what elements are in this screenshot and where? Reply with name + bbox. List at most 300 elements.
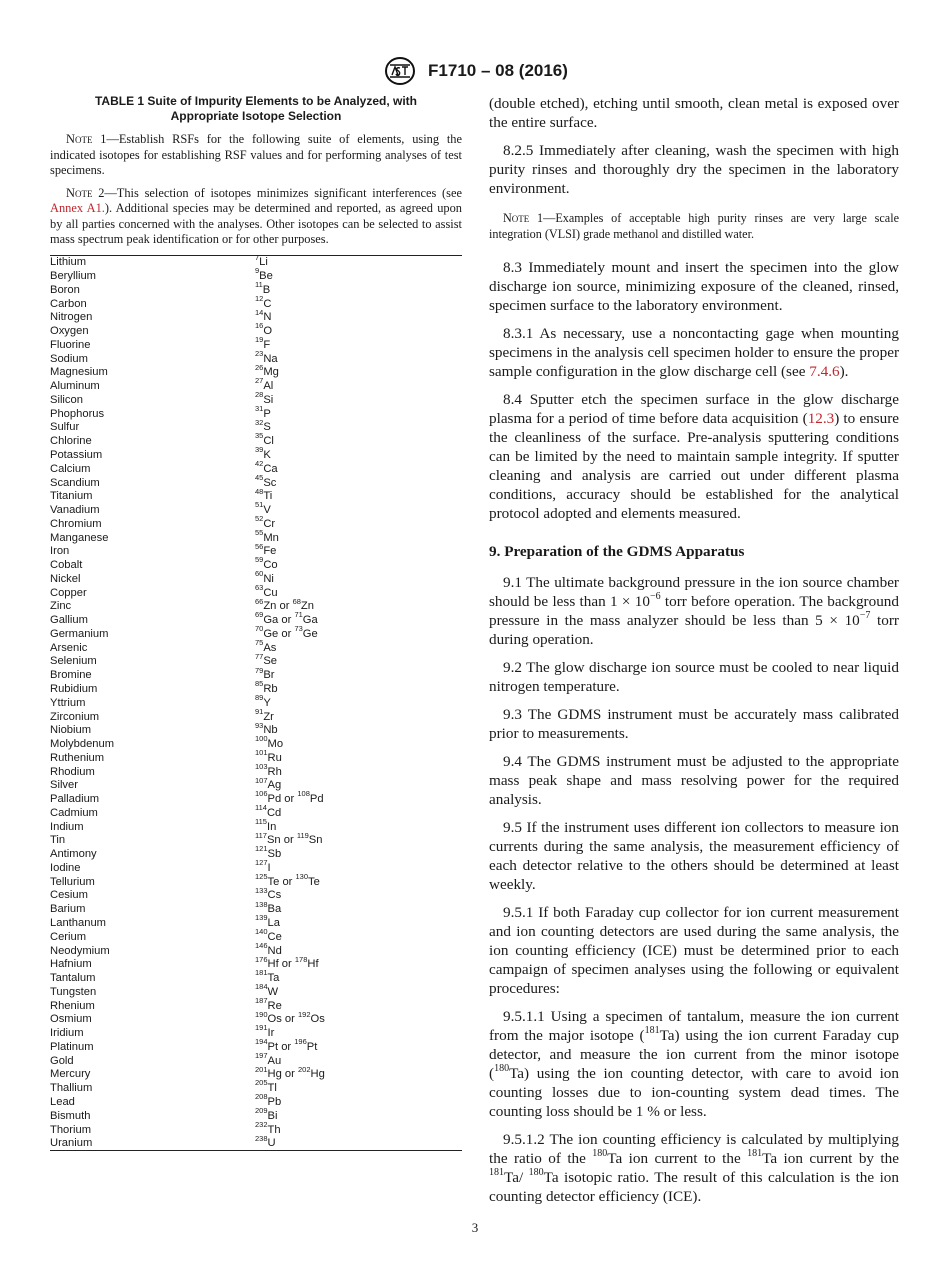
element-name: Tungsten [50,985,97,998]
mass-number: 117 [255,830,267,840]
element-name: Boron [50,283,80,296]
or-word: or [278,1040,295,1053]
paragraph-8-3-1 [489,324,899,381]
element-symbol: La [267,917,280,930]
mass-number: 196 [294,1037,307,1047]
element-symbol: Cd [266,806,282,819]
element-name: Germanium [50,627,109,640]
isotope-cell [255,1064,462,1082]
isotope-cell [255,720,462,738]
annex-link[interactable]: Annex A1. [50,201,105,215]
element-name: Mercury [50,1068,91,1081]
element-name: Scandium [50,476,100,489]
element-name: Cadmium [50,806,98,819]
element-symbol: Th [267,1123,281,1136]
text: Ta ion current to the [607,1150,748,1167]
element-symbol: W [267,985,279,998]
mass-number: 59 [255,555,264,565]
mass-number: 187 [255,995,268,1005]
element-name: Rhodium [50,765,95,778]
isotope-cell [255,637,462,655]
element-name: Thorium [50,1123,92,1136]
element-symbol: B [262,283,271,296]
element-symbol: Sc [263,476,277,489]
note-text: ). Additional species may be determined and reported, as agreed upon by all parties concerned with the analyses. Other isotopes can be selected to assist mass spectrum peak identification or for other purposes. [50,201,462,246]
element-name: Lithium [50,256,87,269]
isotope-cell [255,899,462,916]
isotope-cell [255,858,462,875]
element-symbol: Sb [267,848,282,861]
element-symbol: P [263,407,271,420]
element-symbol: Mn [263,531,279,544]
element-symbol: Ta [267,972,280,985]
mass-number: 35 [255,431,264,441]
page-number: 3 [471,1220,479,1235]
mass-number: 77 [255,651,264,661]
element-name: Niobium [50,724,92,737]
mass-number: 19 [255,335,264,345]
isotope-cell [255,459,462,476]
note-text: —This selection of isotopes minimizes significant interferences (see [104,185,462,200]
mass-number: 27 [255,376,264,386]
mass-number: 208 [255,1092,268,1102]
page-header [0,56,950,86]
element-name: Sulfur [50,421,80,434]
mass-number: 31 [255,403,264,413]
mass-number: 181 [255,968,268,978]
isotope-cell [255,555,462,572]
element-symbol: Pt [267,1040,279,1053]
mass-number: 73 [294,624,303,634]
element-symbol: Se [263,655,278,668]
isotope-cell [255,871,462,889]
element-name: Rhenium [50,999,95,1012]
element-symbol: Ir [267,1027,275,1040]
element-name: Barium [50,903,86,916]
element-symbol: Hg [267,1068,282,1081]
element-name: Yttrium [50,696,86,709]
isotope-cell [255,293,462,311]
mass-number: 190 [255,1009,268,1019]
element-name: Chromium [50,517,102,530]
element-name: Molybdenum [50,738,115,751]
isotope-cell [255,500,462,517]
or-word: or [281,1013,298,1026]
element-symbol: Si [263,393,274,406]
mass-number: 181 [489,1166,504,1178]
isotope-cell [255,761,462,779]
element-symbol: Na [263,352,278,365]
isotope-cell [255,417,462,435]
mass-number: 71 [294,610,303,620]
isotope-cell [255,266,462,283]
element-name: Hafnium [50,958,92,971]
mass-number: 192 [297,1009,311,1019]
element-name: Carbon [50,297,87,310]
isotope-cell [255,472,462,490]
mass-number: 89 [255,693,264,703]
isotope-cell [255,527,462,545]
mass-number: 100 [255,734,268,744]
isotope-cell [255,940,462,958]
note-label: Note 2 [66,185,105,200]
element-name: Selenium [50,655,97,668]
element-name: Bismuth [50,1109,91,1122]
element-symbol: V [263,504,271,517]
element-name: Zirconium [50,710,100,723]
element-name: Silicon [50,393,83,406]
element-name: Manganese [50,531,109,544]
isotope-cell [255,431,462,448]
element-symbol: Zn [300,600,314,613]
mass-number: 101 [255,748,268,758]
element-name: Uranium [50,1137,93,1150]
element-name: Ruthenium [50,751,105,764]
mass-number: 63 [255,582,264,592]
element-symbol: O [263,325,273,338]
isotope-cell [255,913,462,930]
element-symbol: Ru [267,751,282,764]
table-row [50,1137,462,1151]
mass-number: 23 [255,348,264,358]
element-name: Rubidium [50,683,98,695]
mass-number: 209 [255,1106,268,1115]
isotope-cell [255,1119,462,1137]
isotope-cell [255,1037,462,1054]
element-symbol: Y [263,696,271,709]
mass-number: 201 [255,1064,268,1074]
mass-number: 108 [297,789,310,799]
paragraph-9-5-1-1 [489,1007,899,1121]
element-name: Sodium [50,352,88,365]
mass-number: 191 [255,1023,268,1033]
mass-number: 139 [255,913,268,923]
paragraph-9-4: 9.4 The GDMS instrument must be adjusted to the appropriate mass peak shape and mass resolving power for the required analysis. [489,753,899,808]
paragraph-8-2-5: 8.2.5 Immediately after cleaning, wash the specimen with high purity rinses and thoroughly dry the specimen in the laboratory environment. [489,142,899,197]
isotope-cell [255,403,462,421]
isotope-cell [255,1009,462,1027]
exponent: −7 [859,609,871,621]
element-symbol: Cr [263,517,276,530]
element-symbol: Te [267,875,280,888]
element-symbol: Ni [263,572,274,585]
paragraph-continued: (double etched), etching until smooth, clean metal is exposed over the entire surface. [489,95,899,131]
element-symbol: C [263,297,272,310]
paragraph-8-3: 8.3 Immediately mount and insert the specimen into the glow discharge ion source, minimizing exposure of the cleaned, rinsed, specimen surface to the laboratory environment. [489,259,899,314]
isotope-cell [255,995,462,1013]
isotope-table-body [50,252,462,1151]
isotope-cell [255,1092,462,1109]
element-symbol: Co [263,559,278,572]
or-word: or [276,600,293,613]
isotope-cell [255,803,462,820]
element-name: Calcium [50,462,91,475]
element-symbol: N [263,311,272,324]
mass-number: 11 [255,280,263,290]
mass-number: 48 [255,486,264,496]
isotope-cell [255,514,462,531]
text: ) to ensure the cleanliness of the surface. Pre-analysis sputtering conditions can be limited by the need to maintain sample integrity. If sputter cleaning and analysis are carried out under different plasma conditions, accuracy should be established for the analytical protocol adopted and elements measured. [489,410,899,522]
element-name: Antimony [50,848,97,861]
text: torr during operation. [489,612,899,648]
mass-number: 176 [255,954,268,964]
text: Ta isotopic ratio. The result of this calculation is the ion counting detector efficiency (ICE). [489,1169,899,1205]
element-symbol: Sn [308,834,323,847]
isotope-cell [255,844,462,861]
element-symbol: Au [267,1054,282,1067]
isotope-cell [255,1023,462,1040]
isotope-cell [255,376,462,393]
element-symbol: As [263,641,277,654]
element-symbol: Ga [263,614,279,627]
isotope-cell [255,679,462,696]
mass-number: 12 [255,293,264,303]
paragraph-8-4 [489,390,899,523]
mass-number: 93 [255,720,264,730]
paragraph-9-3: 9.3 The GDMS instrument must be accurately mass calibrated prior to measurements. [489,706,899,742]
isotope-cell [255,706,462,724]
mass-number: 202 [298,1064,311,1074]
section-heading-9: 9. Preparation of the GDMS Apparatus [489,543,745,560]
element-name: Aluminum [50,380,100,393]
element-symbol: Hf [267,958,279,971]
mass-number: 205 [255,1078,268,1088]
mass-number: 16 [255,321,264,331]
mass-number: 106 [255,789,268,799]
mass-number: 39 [255,445,264,455]
mass-number: 180 [592,1147,608,1159]
mass-number: 184 [255,982,268,992]
mass-number: 127 [255,858,268,868]
element-symbol: Mo [267,738,284,751]
element-symbol: Ba [267,903,282,916]
left-column [50,94,462,1151]
mass-number: 42 [255,459,264,469]
mass-number: 75 [255,637,264,647]
text: 8.4 Sputter etch the specimen surface in the glow discharge plasma for a period of time before data acquisition ( [489,391,899,427]
element-symbol: Ce [267,930,282,943]
standard-designation: F1710 – 08 (2016) [428,61,568,80]
isotope-cell [255,1133,462,1151]
text: 9.5.1.2 The ion counting efficiency is calculated by multiplying the ratio of the [489,1131,899,1167]
text: Ta/ [504,1169,529,1186]
element-name: Tantalum [50,972,96,985]
table-note-1 [50,132,462,179]
text: torr before operation. The background pressure in the mass analyzer should be less than 5 × 10 [489,593,899,629]
note-label: Note 1 [503,211,544,225]
element-symbol: Br [263,669,275,682]
element-symbol: F [263,338,271,351]
text: 8.3.1 As necessary, use a noncontacting gage when mounting specimens in the analysis cell specimen holder to ensure the proper sample configuration in the glow discharge cell (see [489,325,899,380]
element-name: Cobalt [50,559,83,572]
isotope-cell [255,445,462,462]
element-symbol: Ge [263,627,279,640]
element-name: Phophorus [50,407,105,420]
element-name: Osmium [50,1013,92,1026]
isotope-cell [255,734,462,751]
mass-number: 146 [255,940,268,950]
element-name: Tin [50,834,66,847]
paragraph-9-5-1: 9.5.1 If both Faraday cup collector for ion current measurement and ion counting detectors are used during the same analysis, the ion counting efficiency (ICE) must be determined prior to each campaign of specimen analyses using the following or equivalent procedures: [489,904,899,997]
element-symbol: Te [308,875,320,888]
mass-number: 51 [255,500,264,510]
element-symbol: In [266,820,277,833]
element-name: Iridium [50,1027,84,1040]
mass-number: 7 [255,252,260,262]
paragraph-9-5: 9.5 If the instrument uses different ion collectors to measure ion currents during the same analysis, the measurement efficiency of each detector relative to the others should be determined at least weekly. [489,819,899,893]
element-symbol: U [267,1137,276,1150]
text: Ta ion current by the [762,1150,899,1167]
element-symbol: Al [263,380,274,393]
isotope-cell [255,665,462,682]
element-name: Cesium [50,889,88,902]
isotope-cell [255,335,462,352]
right-column [489,94,899,1215]
mass-number: 103 [255,761,268,771]
text: 9.1 The ultimate background pressure in the ion source chamber should be less than 1 × 10 [489,574,899,610]
mass-number: 178 [294,954,308,964]
or-word: or [281,1068,298,1081]
mass-number: 55 [255,527,264,537]
element-name: Thallium [50,1082,93,1095]
isotope-cell [255,1078,462,1095]
element-name: Beryllium [50,270,97,283]
mass-number: 181 [747,1147,763,1159]
mass-number: 85 [255,679,264,689]
isotope-cell [255,789,462,806]
mass-number: 107 [255,775,268,785]
element-symbol: Pb [267,1095,282,1108]
isotope-cell [255,252,462,269]
mass-number: 197 [255,1050,268,1060]
isotope-cell [255,307,462,325]
element-symbol: Ga [302,614,318,627]
isotope-table [50,252,462,1152]
mass-number: 130 [295,871,309,881]
mass-number: 52 [255,514,264,524]
element-name: Lanthanum [50,917,106,930]
isotope-cell [255,390,462,407]
isotope-cell [255,968,462,985]
mass-number: 70 [255,624,264,634]
element-symbol: Ti [263,490,273,503]
or-word: or [278,958,295,971]
paragraph-9-1 [489,573,899,649]
mass-number: 69 [255,610,264,620]
element-symbol: Pd [267,793,282,806]
isotope-cell [255,569,462,586]
paragraph-9-2: 9.2 The glow discharge ion source must be cooled to near liquid nitrogen temperature. [489,659,899,695]
isotope-cell [255,486,462,504]
isotope-cell [255,954,462,972]
element-name: Potassium [50,448,103,461]
element-symbol: Cl [263,435,274,448]
isotope-cell [255,1050,462,1068]
text: Ta) using the ion counting detector, with care to avoid ion counting losses due to ion-counting system dead times. The counting loss should be 1 % or less. [489,1065,899,1120]
isotope-cell [255,321,462,338]
isotope-cell [255,885,462,903]
isotope-cell [255,927,462,944]
isotope-cell [255,775,462,793]
section-link-12-3[interactable]: 12.3 [807,410,835,427]
isotope-cell [255,1106,462,1123]
element-symbol: Nb [263,724,278,737]
element-symbol: Hg [310,1068,325,1081]
isotope-cell [255,582,462,600]
element-name: Gold [50,1054,74,1067]
section-link-7-4-6[interactable]: 7.4.6 [809,363,840,380]
element-name: Copper [50,586,87,599]
mass-number: 115 [255,816,267,826]
paragraph-9-5-1-2 [489,1130,899,1206]
element-name: Iron [50,545,70,558]
mass-number: 32 [255,417,264,427]
element-name: Gallium [50,614,88,627]
element-symbol: Li [259,256,268,269]
isotope-cell [255,596,462,614]
or-word: or [281,793,298,806]
mass-number: 125 [255,871,268,881]
mass-number: 45 [255,472,264,482]
element-symbol: Rb [263,683,278,695]
note-rinses [489,210,899,242]
element-symbol: Pd [309,793,324,806]
note-label: Note 1 [66,132,107,146]
mass-number: 180 [528,1166,544,1178]
isotope-cell [255,816,462,834]
mass-number: 121 [255,844,268,854]
text: Ta) using the ion current Faraday cup detector, and measure the ion current from the minor isotope ( [489,1027,899,1082]
or-word: or [279,875,296,888]
element-symbol: Nd [267,944,282,957]
element-name: Silver [50,779,78,792]
element-name: Neodymium [50,944,110,957]
note-text: —Establish RSFs for the following suite of elements, using the indicated isotopes for establishing RSF values and for performing analyses of test specimens. [50,132,462,177]
element-name: Nitrogen [50,311,93,324]
mass-number: 66 [255,596,264,606]
isotope-cell [255,610,462,627]
isotope-cell [255,280,462,297]
text: ). [839,363,849,380]
table-note-2 [50,186,462,248]
isotope-cell [255,362,462,380]
element-symbol: Be [259,270,273,283]
element-name: Tellurium [50,875,95,888]
element-symbol: S [263,421,271,434]
element-name: Palladium [50,793,100,806]
element-name: Magnesium [50,366,108,379]
or-word: or [278,627,295,640]
mass-number: 232 [255,1119,268,1129]
element-name: Zinc [50,600,72,613]
element-symbol: Zr [263,710,274,723]
element-name: Nickel [50,572,81,585]
element-symbol: Zn [263,600,277,613]
element-symbol: Pt [306,1040,318,1053]
mass-number: 56 [255,541,264,551]
isotope-cell [255,624,462,641]
element-name: Titanium [50,490,93,503]
mass-number: 68 [292,596,301,606]
element-symbol: Cs [267,889,282,902]
or-word: or [278,614,295,627]
isotope-cell [255,982,462,999]
element-symbol: Hf [307,958,319,971]
mass-number: 114 [255,803,267,813]
element-symbol: Rh [267,765,282,778]
mass-number: 138 [255,899,268,909]
mass-number: 28 [255,390,264,400]
